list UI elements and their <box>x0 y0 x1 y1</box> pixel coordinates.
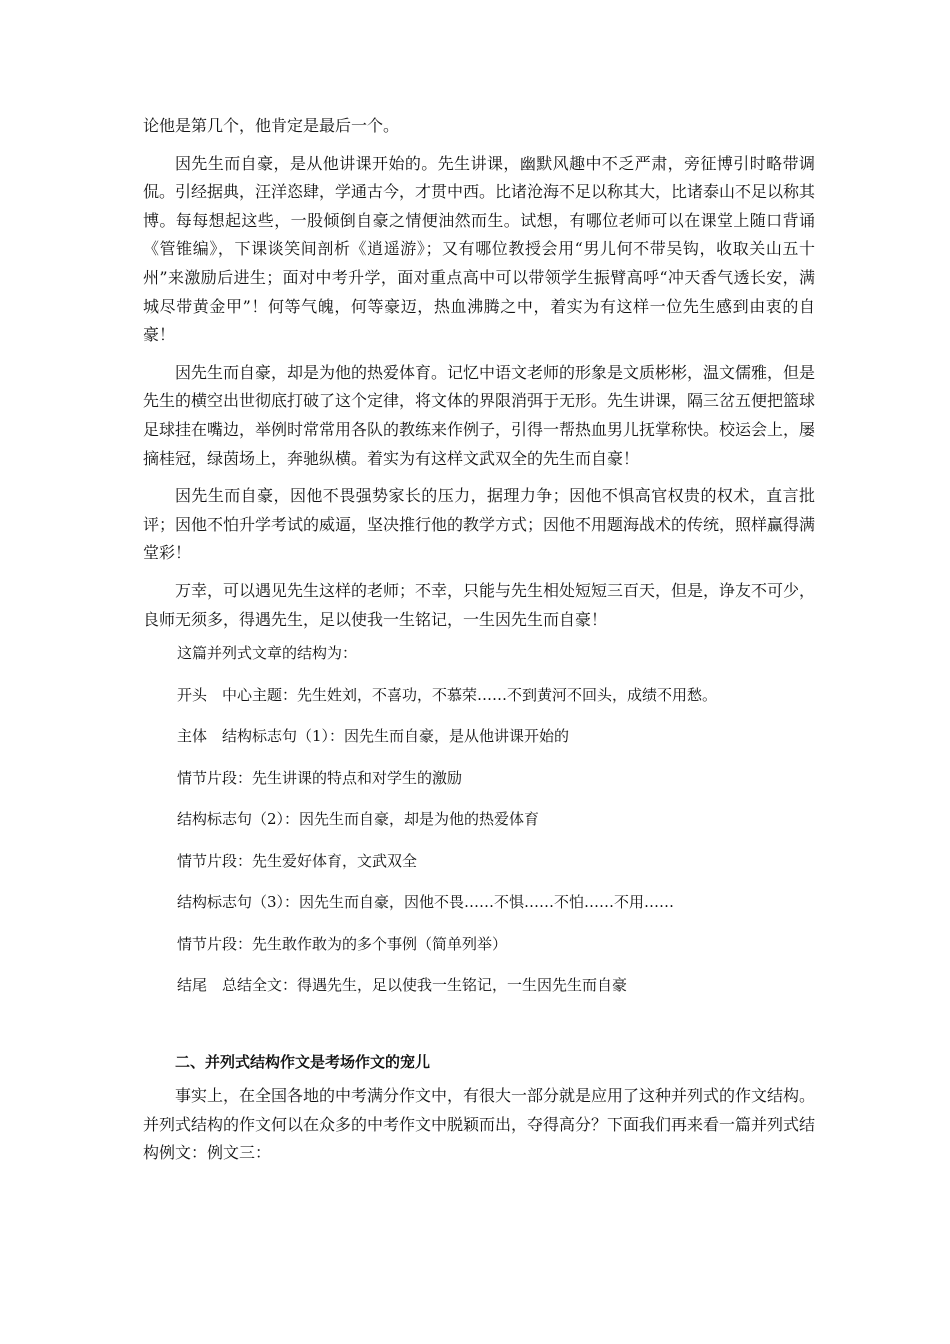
outline-episode-2: 情节片段：先生爱好体育，文武双全 <box>177 851 418 870</box>
outline-intro: 这篇并列式文章的结构为： <box>177 644 358 663</box>
essay-paragraph-sports: 因先生而自豪，却是为他的热爱体育。记忆中语文老师的形象是文质彬彬，温文儒雅，但是先生的横空出世彻底打破了这个定律，将文体的界限消弭于无形。先生讲课，隔三岔五便把篮球足球挂在嘴边，举例时常常用各队的教练来作例子，引得一帮热血男儿抚掌称快。校运会上，屡摘桂冠，绿茵场上，奔驰纵横。着实为有这样文武双全的先生而自豪！ <box>143 362 816 468</box>
example-essay <box>143 112 815 634</box>
structure-outline <box>143 643 815 995</box>
outline-opening: 开头 中心主题：先生姓刘，不喜功，不慕荣……不到黄河不回头，成绩不用愁。 <box>177 685 718 704</box>
essay-paragraph-courage: 因先生而自豪，因他不畏强势家长的压力，据理力争；因他不惧高官权贵的权术，直言批评；因他不怕升学考试的威逼，坚决推行他的教学方式；因他不用题海战术的传统，照样赢得满堂彩！ <box>143 486 816 563</box>
section-body: 事实上，在全国各地的中考满分作文中，有很大一部分就是应用了这种并列式的作文结构。并列式结构的作文何以在众多的中考作文中脱颖而出，夺得高分？下面我们再来看一篇并列式结构例文：例文三： <box>143 1086 816 1163</box>
document-page <box>143 112 815 1168</box>
section-heading: 二、并列式结构作文是考场作文的宠儿 <box>175 1053 431 1072</box>
outline-ending: 结尾 总结全文：得遇先生，足以使我一生铭记，一生因先生而自豪 <box>177 976 628 995</box>
outline-marker-1: 主体 结构标志句（1）：因先生而自豪，是从他讲课开始的 <box>177 727 570 746</box>
essay-continuation: 论他是第几个，他肯定是最后一个。 <box>143 116 400 135</box>
section-two <box>143 1051 815 1168</box>
outline-episode-1: 情节片段：先生讲课的特点和对学生的激励 <box>177 768 463 787</box>
essay-paragraph-lecture: 因先生而自豪，是从他讲课开始的。先生讲课，幽默风趣中不乏严肃，旁征博引时略带调侃。引经据典，汪洋恣肆，学通古今，才贯中西。比诸沧海不足以称其大，比诸泰山不足以称其博。每每想起这些，一股倾倒自豪之情便油然而生。试想，有哪位老师可以在课堂上随口背诵《管锥编》，下课谈笑间剖析《逍遥游》；又有哪位教授会用“男儿何不带吴钩，收取关山五十州”来激励后进生；面对中考升学，面对重点高中可以带领学生振臂高呼“冲天香气透长安，满城尽带黄金甲”！何等气魄，何等豪迈，热血沸腾之中，着实为有这样一位先生感到由衷的自豪！ <box>143 153 816 345</box>
outline-episode-3: 情节片段：先生敢作敢为的多个事例（简单列举） <box>177 934 508 953</box>
outline-marker-2: 结构标志句（2）：因先生而自豪，却是为他的热爱体育 <box>177 810 540 829</box>
essay-paragraph-conclusion: 万幸，可以遇见先生这样的老师；不幸，只能与先生相处短短三百天，但是，诤友不可少，良师无须多，得遇先生，足以使我一生铭记，一生因先生而自豪！ <box>143 580 816 629</box>
outline-marker-3: 结构标志句（3）：因先生而自豪，因他不畏……不惧……不怕……不用…… <box>177 893 675 912</box>
